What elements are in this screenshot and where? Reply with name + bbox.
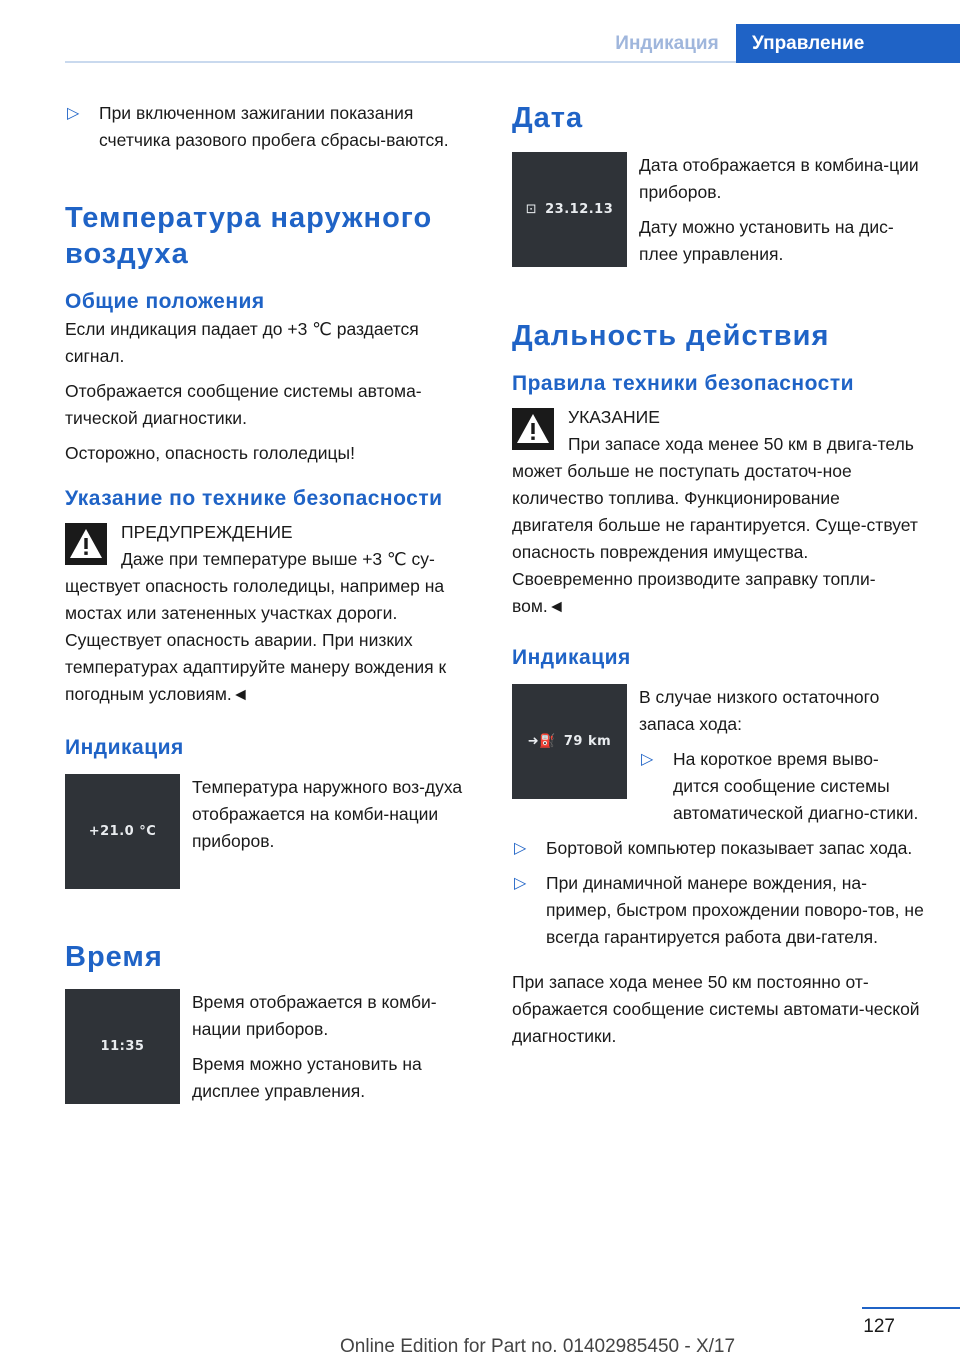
list-item [512, 835, 924, 862]
bullet-text: На короткое время выво-дится сообщение системы автоматической диагно-стики. [673, 749, 919, 823]
subsection-title-display: Индикация [65, 736, 184, 759]
section-title-range: Дальность действия [512, 320, 830, 352]
triangle-bullet-icon: ▷ [514, 875, 527, 892]
paragraph: Время можно установить на дисплее управления. [192, 1054, 422, 1101]
figure-range [512, 684, 924, 835]
section-title-time: Время [65, 941, 163, 973]
calendar-icon: ⊡ [525, 202, 538, 217]
subsection-title-safety: Указание по технике безопасности [65, 487, 443, 510]
list-item [512, 870, 924, 951]
date-display-value: 23.12.13 [545, 202, 614, 217]
fuel-pump-icon: ➜⛽ [527, 734, 556, 749]
warning-block [65, 519, 477, 708]
right-column [512, 100, 924, 1058]
subsection-title-general: Общие положения [65, 290, 265, 313]
figure-date [512, 152, 924, 276]
edition-footer: Online Edition for Part no. 01402985450 - X/17 [340, 1336, 736, 1357]
note-label: УКАЗАНИЕ [568, 407, 660, 427]
section-title-temperature: Температура наружного воздуха [65, 202, 433, 270]
paragraph: Если индикация падает до +3 ℃ раздается сигнал. [65, 319, 419, 366]
subsection-title-display: Индикация [512, 646, 631, 669]
triangle-bullet-icon: ▷ [514, 840, 527, 857]
figure-time [65, 989, 477, 1113]
paragraph: Осторожно, опасность гололедицы! [65, 443, 355, 463]
list-item [65, 100, 477, 154]
figure-caption: Температура наружного воз-духа отображается на комби-нации приборов. [192, 777, 463, 851]
warning-triangle-icon [512, 408, 554, 450]
paragraph: При запасе хода менее 50 км постоянно от-ображается сообщение системы автомати-ческой диагностики. [512, 972, 920, 1046]
paragraph: Время отображается в комби-нации приборов. [192, 992, 437, 1039]
paragraph: Дату можно установить на дис-плее управления. [639, 217, 894, 264]
tab-upravlenie[interactable]: Управление [736, 24, 960, 63]
subsection-title-safety-rules: Правила техники безопасности [512, 372, 855, 395]
bullet-text: При включенном зажигании показания счетчика разового пробега сбрасы-ваются. [99, 103, 449, 150]
note-text: При запасе хода менее 50 км в двига-тель может больше не поступать достаточ-ное количество топлива. Функционирование двигателя больше не гарантируется. Суще-ствует опасность повреждения имущества. Своевременно производите заправку топли-вом.◄ [512, 434, 918, 616]
warning-label: ПРЕДУПРЕЖДЕНИЕ [121, 522, 293, 542]
note-block [512, 404, 924, 620]
list-item [639, 746, 924, 827]
paragraph: Отображается сообщение системы автома-тической диагностики. [65, 381, 422, 428]
date-display-image [512, 152, 627, 267]
triangle-bullet-icon: ▷ [67, 105, 80, 122]
page-number: 127 [863, 1316, 895, 1337]
warning-triangle-icon [65, 523, 107, 565]
left-column [65, 100, 477, 1113]
temperature-display-image: +21.0 °C [65, 774, 180, 889]
footer-divider [862, 1307, 960, 1309]
range-display-image [512, 684, 627, 799]
figure-temperature [65, 774, 477, 889]
range-display-value: 79 km [563, 734, 612, 749]
bullet-text: При динамичной манере вождения, на-пример, быстром прохождении поворо-тов, не всегда гарантируется работа дви-гателя. [546, 873, 924, 947]
warning-text: Даже при температуре выше +3 ℃ су-ществует опасность гололедицы, например на мостах или затененных участках дороги. Существует опасность аварии. При низких температурах адаптируйте манеру вождения к погодным условиям.◄ [65, 549, 447, 704]
tab-indikatsiya[interactable]: Индикация [615, 32, 719, 54]
time-display-image: 11:35 [65, 989, 180, 1104]
bullet-text: Бортовой компьютер показывает запас хода. [546, 838, 913, 858]
paragraph: В случае низкого остаточного запаса хода: [639, 687, 880, 734]
triangle-bullet-icon: ▷ [641, 751, 654, 768]
section-title-date: Дата [512, 102, 584, 134]
paragraph: Дата отображается в комбина-ции приборов. [639, 155, 919, 202]
